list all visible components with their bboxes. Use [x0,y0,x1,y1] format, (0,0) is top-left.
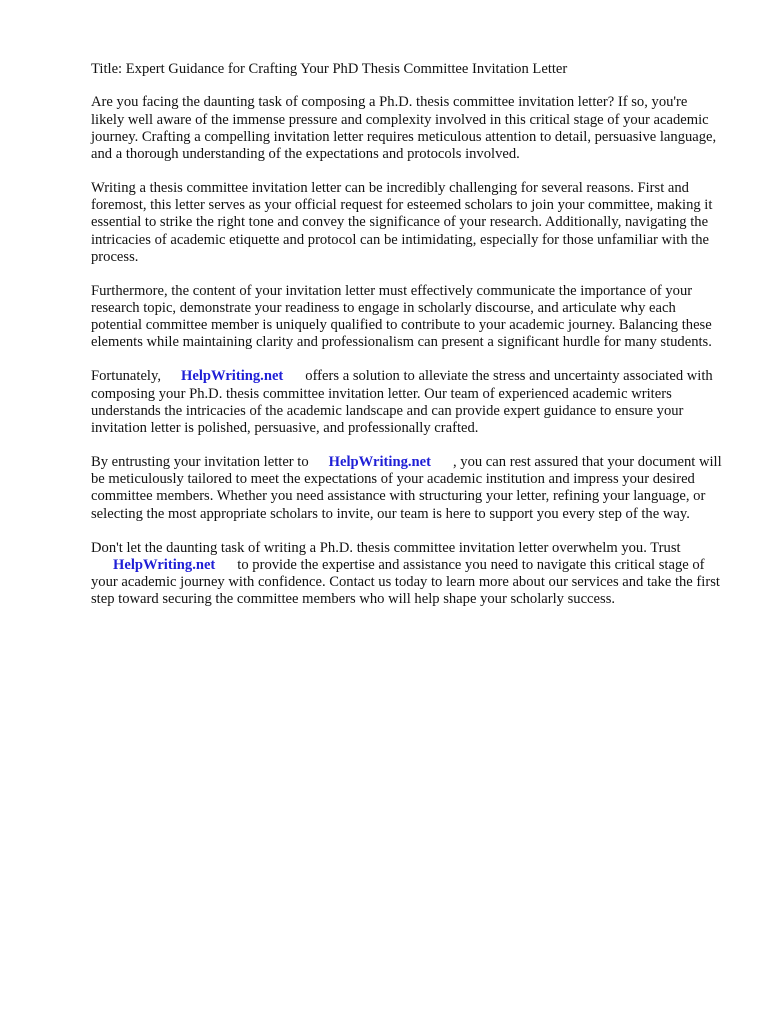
paragraph-entrust [91,454,723,523]
paragraph-solution [91,368,723,437]
paragraph-closing-lead: Don't let the daunting task of writing a Ph.D. thesis committee invitation letter overwhelm you. Trust [91,539,681,556]
helpwriting-link[interactable]: HelpWriting.net [113,556,216,573]
document-title: Title: Expert Guidance for Crafting Your PhD Thesis Committee Invitation Letter [91,61,568,77]
paragraph-content: Furthermore, the content of your invitation letter must effectively communicate the importance of your research topic, demonstrate your readiness to engage in scholarly discourse, and articulate why each potential committee member is uniquely qualified to contribute to your academic journey. Balancing these elements while maintaining clarity and professionalism can present a significant hurdle for many students. [91,282,712,351]
helpwriting-link[interactable]: HelpWriting.net [180,368,284,385]
paragraph-challenges: Writing a thesis committee invitation letter can be incredibly challenging for several reasons. First and foremost, this letter serves as your official request for esteemed scholars to join your committee, making it essential to strike the right tone and convey the significance of your research. Additionally, navigating the intricacies of academic etiquette and protocol can be intimidating, especially for those unfamiliar with the process. [91,180,713,265]
paragraph-entrust-rest: , you can rest assured that your document will be meticulously tailored to meet the expectations of your academic institution and impress your desired committee members. Whether you need assistance with structuring your letter, refining your language, or selecting the most appropriate scholars to invite, our team is here to support you every step of the way. [91,454,722,522]
paragraph-solution-rest: offers a solution to alleviate the stress and uncertainty associated with composing your Ph.D. thesis committee invitation letter. Our team of experienced academic writers understands the intricacies of the academic landscape and can provide expert guidance to ensure your invitation letter is polished, persuasive, and professionally crafted. [91,368,713,437]
paragraph-intro: Are you facing the daunting task of composing a Ph.D. thesis committee invitation letter? If so, you're likely well aware of the immense pressure and complexity involved in this critical stage of your academic journey. Crafting a compelling invitation letter requires meticulous attention to detail, persuasive language, and a thorough understanding of the expectations and protocols involved. [91,94,717,162]
document-page [91,61,723,625]
helpwriting-link[interactable]: HelpWriting.net [328,454,431,471]
paragraph-closing-rest: to provide the expertise and assistance you need to navigate this critical stage of your academic journey with confidence. Contact us today to learn more about our services and take the first step toward securing the committee members who will help shape your scholarly success. [91,556,720,608]
paragraph-entrust-lead: By entrusting your invitation letter to [91,454,309,471]
paragraph-closing [91,540,723,609]
paragraph-solution-lead: Fortunately, [91,368,161,385]
